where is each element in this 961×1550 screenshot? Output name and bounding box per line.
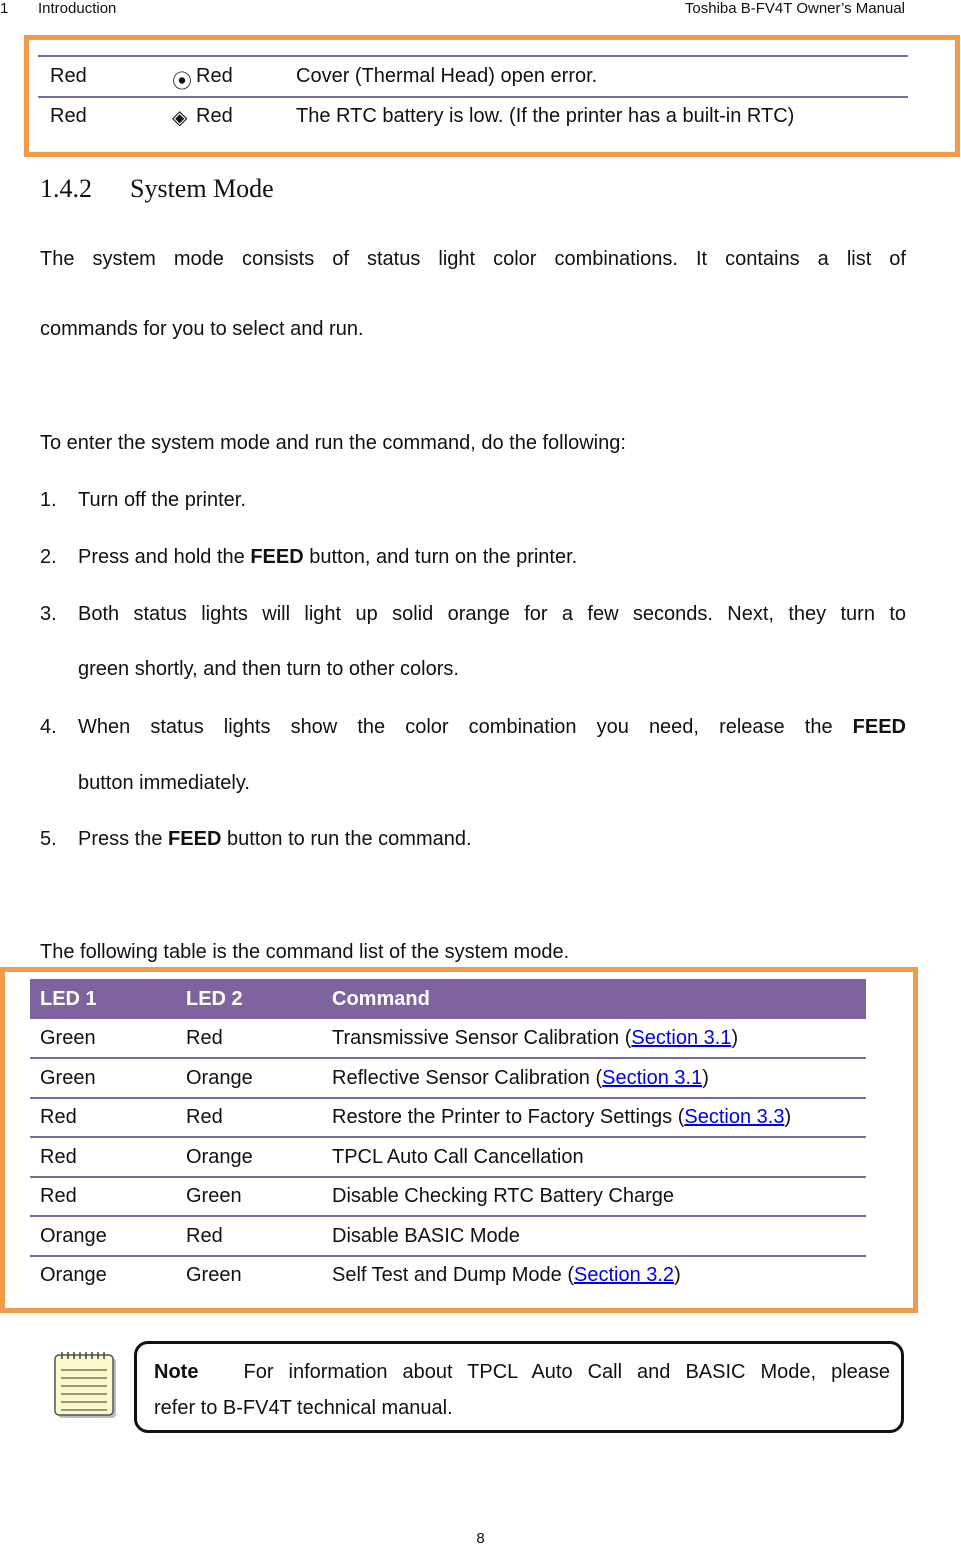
- section-number: 1.4.2: [40, 174, 92, 203]
- step-number: 4.: [40, 716, 57, 738]
- table-intro: The following table is the command list of the system mode.: [40, 941, 570, 963]
- step-text-line-2: green shortly, and then turn to other colors.: [78, 658, 459, 680]
- command-text: ): [702, 1067, 709, 1089]
- step-number: 2.: [40, 546, 57, 568]
- led2-cell: Red: [196, 65, 233, 87]
- command-cell: Disable Checking RTC Battery Charge: [332, 1185, 675, 1207]
- header-command: Command: [332, 988, 430, 1010]
- step-text-part: Press the: [78, 828, 169, 850]
- table-row: [30, 1019, 866, 1059]
- step-text-part: When status lights show the color combination you need, release the: [78, 716, 853, 738]
- command-cell: TPCL Auto Call Cancellation: [332, 1146, 584, 1168]
- section-link[interactable]: Section 3.2: [573, 1264, 675, 1286]
- step-number: 1.: [40, 489, 57, 511]
- intro-line-1: The system mode consists of status light color combinations. It contains a list of: [40, 248, 906, 270]
- section-link[interactable]: Section 3.1: [602, 1067, 703, 1089]
- command-text: ): [674, 1264, 681, 1286]
- led1-cell: Green: [40, 1027, 96, 1049]
- section-link[interactable]: Section 3.3: [684, 1106, 785, 1128]
- led2-cell: Red: [186, 1225, 223, 1247]
- led2-cell: Orange: [186, 1146, 253, 1168]
- table-header-row: [30, 979, 866, 1019]
- table-row: [38, 57, 908, 96]
- table-row: [30, 1098, 866, 1138]
- led1-cell: Red: [40, 1185, 77, 1207]
- header-led1: LED 1: [40, 988, 97, 1010]
- note-label: Note: [154, 1361, 199, 1383]
- led2-cell: Red: [186, 1027, 223, 1049]
- table-row: [30, 1217, 866, 1257]
- command-text: Restore the Printer to Factory Settings (: [332, 1106, 685, 1128]
- section-heading: [40, 174, 274, 204]
- running-header-chapter: [0, 0, 116, 17]
- led1-cell: Red: [40, 1106, 77, 1128]
- chapter-title: Introduction: [38, 0, 117, 17]
- section-title: System Mode: [130, 174, 274, 203]
- page-number: 8: [476, 1530, 485, 1547]
- note-line-2: refer to B-FV4T technical manual.: [154, 1397, 453, 1419]
- table-row: [38, 97, 908, 136]
- led2-cell: Red: [196, 105, 233, 127]
- feed-keyword: FEED: [250, 546, 304, 568]
- table-row: [30, 1177, 866, 1217]
- command-text: ): [784, 1106, 792, 1128]
- step-text: [78, 828, 472, 851]
- led1-cell: Green: [40, 1067, 96, 1089]
- description-cell: The RTC battery is low. (If the printer has a built-in RTC): [296, 105, 795, 127]
- step-text: Turn off the printer.: [78, 489, 246, 511]
- steps-intro: To enter the system mode and run the command, do the following:: [40, 432, 626, 454]
- feed-keyword: FEED: [852, 716, 906, 738]
- command-cell: [332, 1027, 738, 1050]
- led1-cell: Red: [40, 1146, 77, 1168]
- led-solid-symbol-icon: ⦿: [172, 71, 192, 93]
- command-cell: Disable BASIC Mode: [332, 1225, 520, 1247]
- command-text: ): [731, 1027, 739, 1049]
- notepad-icon: [54, 1352, 118, 1420]
- step-text-part: Press and hold the: [78, 546, 251, 568]
- command-text: Self Test and Dump Mode (: [332, 1264, 574, 1286]
- step-text-part: button to run the command.: [221, 828, 472, 850]
- table-row: [30, 1256, 866, 1296]
- intro-line-2: commands for you to select and run.: [40, 318, 364, 340]
- command-text: Transmissive Sensor Calibration (: [332, 1027, 632, 1049]
- step-text-line-1: Both status lights will light up solid orange for a few seconds. Next, they turn to: [78, 603, 906, 625]
- led1-cell: Orange: [40, 1225, 107, 1247]
- section-link[interactable]: Section 3.1: [631, 1027, 732, 1049]
- note-text-part: For information about TPCL Auto Call and BASIC Mode, please: [243, 1361, 891, 1383]
- description-cell: Cover (Thermal Head) open error.: [296, 65, 598, 87]
- step-number: 5.: [40, 828, 57, 850]
- header-led2: LED 2: [186, 988, 243, 1010]
- table-row: [30, 1059, 866, 1099]
- step-text: [78, 546, 577, 569]
- led1-cell: Red: [50, 105, 87, 127]
- feed-keyword: FEED: [168, 828, 222, 850]
- command-cell: [332, 1264, 681, 1287]
- command-cell: [332, 1106, 791, 1129]
- step-text-part: button, and turn on the printer.: [303, 546, 578, 568]
- running-header-manual-title: Toshiba B-FV4T Owner’s Manual: [684, 0, 905, 17]
- step-text-line-2: button immediately.: [78, 772, 250, 794]
- led1-cell: Orange: [40, 1264, 107, 1286]
- step-number: 3.: [40, 603, 57, 625]
- command-text: Reflective Sensor Calibration (: [332, 1067, 603, 1089]
- table-row: [30, 1138, 866, 1178]
- command-cell: [332, 1067, 709, 1090]
- led1-cell: Red: [50, 65, 87, 87]
- led2-cell: Red: [186, 1106, 223, 1128]
- note-text: [154, 1354, 890, 1426]
- led2-cell: Orange: [186, 1067, 253, 1089]
- led2-cell: Green: [186, 1185, 242, 1207]
- note-line-1: [154, 1354, 890, 1390]
- led-blink-symbol-icon: ◈: [172, 107, 188, 129]
- chapter-number: 1: [0, 0, 9, 17]
- led2-cell: Green: [186, 1264, 242, 1286]
- step-text-line-1: [78, 716, 906, 739]
